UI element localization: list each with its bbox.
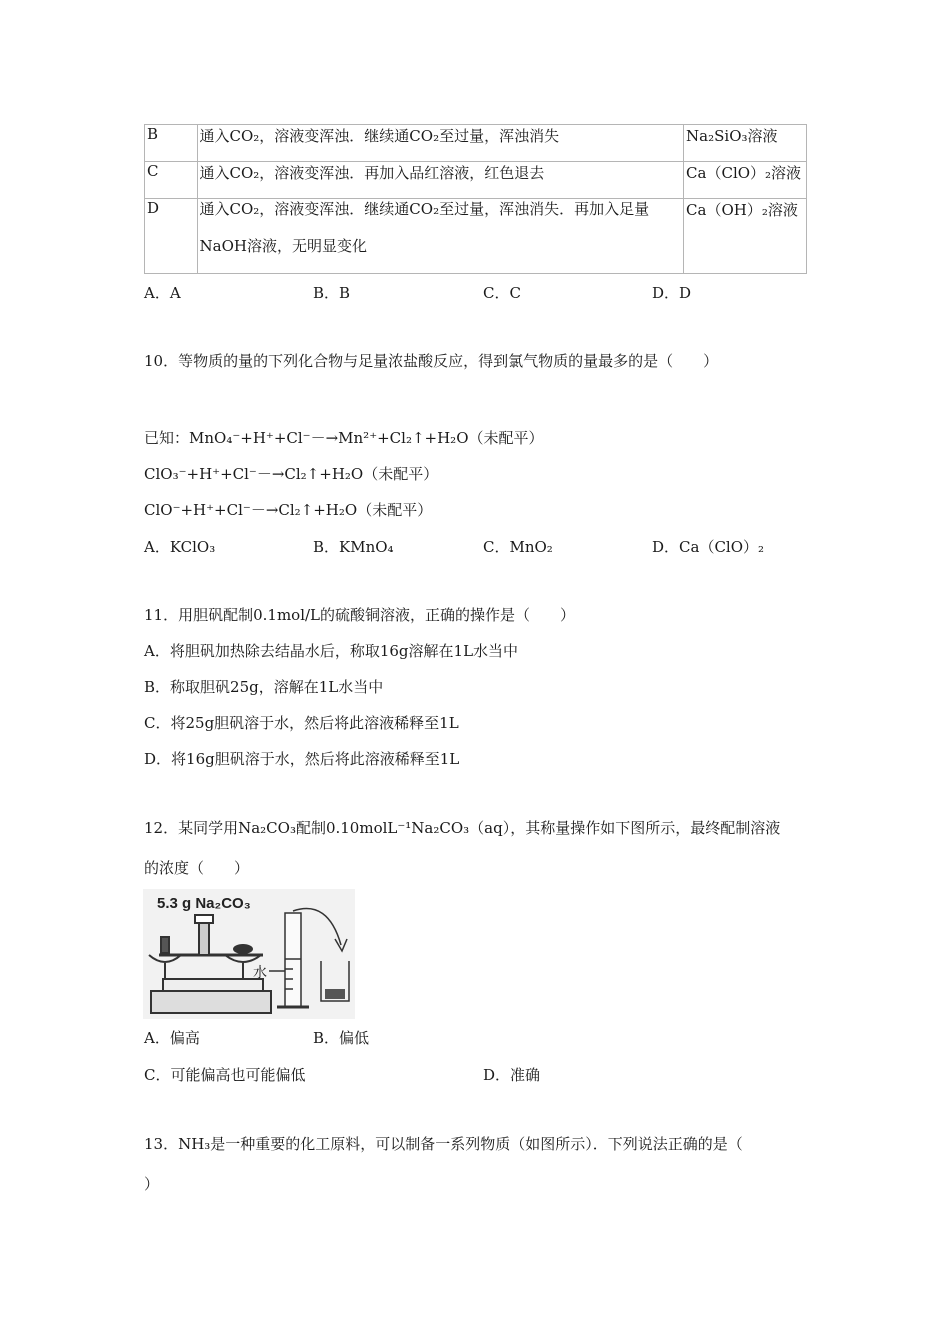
q9-choice-d: D．D <box>652 284 692 302</box>
q12-choice-b: B．偏低 <box>313 1029 370 1047</box>
row-description: 通入CO₂，溶液变浑浊．再加入品红溶液，红色退去 <box>197 162 684 199</box>
row-label: D <box>145 199 198 274</box>
q11-option-c: C．将25g胆矾溶于水，然后将此溶液稀释至1L <box>144 714 459 732</box>
q11-option-d: D．将16g胆矾溶于水，然后将此溶液稀释至1L <box>144 750 460 768</box>
q12-choice-d: D．准确 <box>483 1066 541 1084</box>
row-description-line: 通入CO₂，溶液变浑浊．继续通CO₂至过量，浑浊消失．再加入足量 <box>199 200 650 218</box>
equation-2: ClO₃⁻+H⁺+Cl⁻－→Cl₂↑+H₂O（未配平） <box>144 465 439 483</box>
q12-stem-line-1: 12．某同学用Na₂CO₃配制0.10molL⁻¹Na₂CO₃（aq），其称量操作如下图所示，最终配制溶液 <box>144 819 781 837</box>
q10-choice-d: D．Ca（ClO）₂ <box>652 538 765 556</box>
figure-label: 5.3 g Na₂CO₃ <box>157 895 251 912</box>
row-description: 通入CO₂，溶液变浑浊．继续通CO₂至过量，浑浊消失 <box>197 125 684 162</box>
table-row <box>145 199 807 274</box>
q11-option-a: A．将胆矾加热除去结晶水后，称取16g溶解在1L水当中 <box>144 642 519 660</box>
q11-option-b: B．称取胆矾25g，溶解在1L水当中 <box>144 678 384 696</box>
q10-given <box>144 428 544 448</box>
options-table <box>144 124 807 274</box>
sodium-carbonate-pile-icon <box>233 944 253 954</box>
q10-choice-a: A．KClO₃ <box>144 538 216 556</box>
equation-3: ClO⁻+H⁺+Cl⁻－→Cl₂↑+H₂O（未配平） <box>144 501 433 519</box>
q12-choice-a: A．偏高 <box>144 1029 200 1047</box>
q9-choice-a: A．A <box>144 284 181 302</box>
q12-choice-c: C．可能偏高也可能偏低 <box>144 1066 306 1084</box>
table-row <box>145 125 807 162</box>
row-label: C <box>145 162 198 199</box>
q10-choice-c: C．MnO₂ <box>483 538 553 556</box>
q9-choice-c: C．C <box>483 284 521 302</box>
equation-1: MnO₄⁻+H⁺+Cl⁻－→Mn²⁺+Cl₂↑+H₂O（未配平） <box>189 429 544 447</box>
row-description-line: NaOH溶液，无明显变化 <box>199 237 367 255</box>
q13-stem-line-1: 13．NH₃是一种重要的化工原料，可以制备一系列物质（如图所示）．下列说法正确的是（ <box>144 1135 743 1153</box>
row-reagent: Ca（ClO）₂溶液 <box>684 162 807 199</box>
q10-choice-b: B．KMnO₄ <box>313 538 394 556</box>
row-reagent: Ca（OH）₂溶液 <box>684 199 807 274</box>
q12-stem-line-2: 的浓度（ ） <box>144 859 250 877</box>
row-label: B <box>145 125 198 162</box>
water-label: 水 <box>253 965 267 981</box>
q11-stem: 11．用胆矾配制0.1mol/L的硫酸铜溶液，正确的操作是（ ） <box>144 606 576 624</box>
row-description <box>197 199 684 274</box>
q10-stem: 10．等物质的量的下列化合物与足量浓盐酸反应，得到氯气物质的量最多的是（ ） <box>144 352 719 370</box>
weighing-diagram <box>143 889 355 1019</box>
table-row <box>145 162 807 199</box>
given-prefix: 已知： <box>144 429 190 447</box>
row-reagent: Na₂SiO₃溶液 <box>684 125 807 162</box>
q9-choice-b: B．B <box>313 284 351 302</box>
q13-stem-line-2: ） <box>144 1175 160 1193</box>
